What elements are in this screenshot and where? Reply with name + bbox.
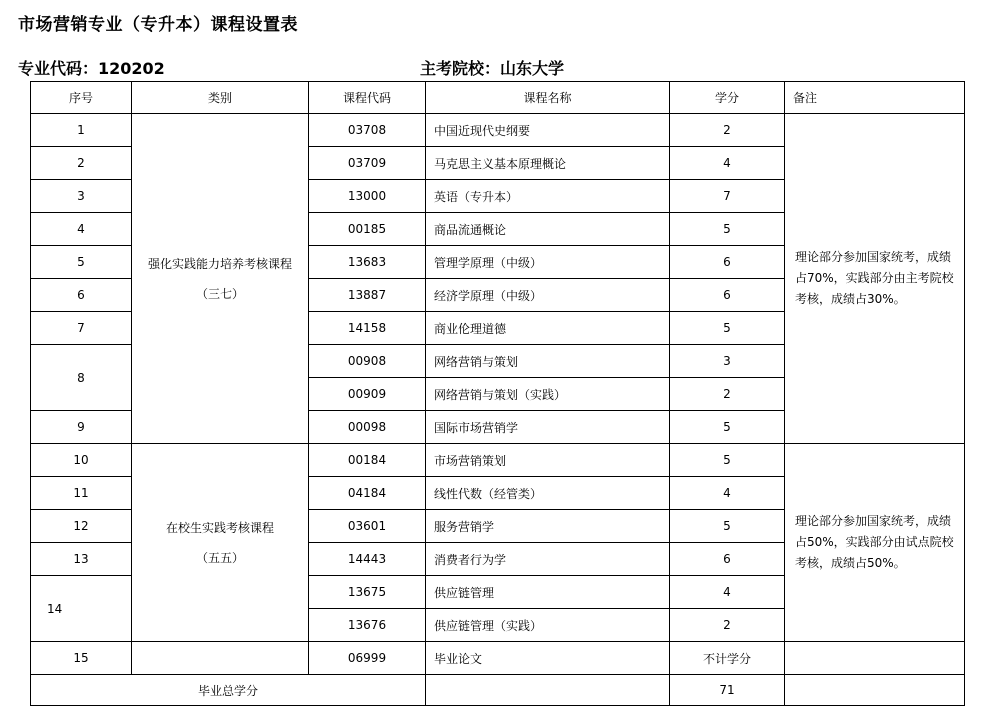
seq-cell: 7 <box>31 312 132 345</box>
credit-cell: 7 <box>670 180 785 213</box>
course-name-cell: 国际市场营销学 <box>426 411 670 444</box>
exam-school: 主考院校：山东大学 <box>420 59 565 78</box>
course-table <box>30 81 965 706</box>
notes-cell <box>785 642 965 675</box>
credit-cell: 4 <box>670 147 785 180</box>
course-code-cell: 13887 <box>309 279 426 312</box>
seq-cell: 13 <box>31 543 132 576</box>
course-code-cell: 00185 <box>309 213 426 246</box>
credit-cell: 5 <box>670 213 785 246</box>
total-row <box>31 675 965 706</box>
category-count: （五五） <box>195 550 244 565</box>
course-name-cell: 中国近现代史纲要 <box>426 114 670 147</box>
course-code-cell: 00184 <box>309 444 426 477</box>
seq-cell: 11 <box>31 477 132 510</box>
seq-cell: 4 <box>31 213 132 246</box>
seq-cell: 14 <box>31 576 132 642</box>
total-credit: 71 <box>670 675 785 706</box>
course-name-cell: 商品流通概论 <box>426 213 670 246</box>
credit-cell: 4 <box>670 576 785 609</box>
course-name-cell: 供应链管理 <box>426 576 670 609</box>
seq-cell: 3 <box>31 180 132 213</box>
table-row <box>31 444 965 477</box>
category-label: 强化实践能力培养考核课程 <box>147 256 292 271</box>
credit-cell: 5 <box>670 411 785 444</box>
table-row <box>31 642 965 675</box>
page-title: 市场营销专业（专升本）课程设置表 <box>18 15 298 35</box>
category-cell <box>132 444 309 642</box>
header-seq: 序号 <box>31 82 132 114</box>
table-row <box>31 114 965 147</box>
credit-cell: 4 <box>670 477 785 510</box>
course-name-cell: 服务营销学 <box>426 510 670 543</box>
header-category: 类别 <box>132 82 309 114</box>
seq-cell: 9 <box>31 411 132 444</box>
seq-cell: 15 <box>31 642 132 675</box>
course-code-cell: 13683 <box>309 246 426 279</box>
course-code-cell: 00908 <box>309 345 426 378</box>
credit-cell: 5 <box>670 312 785 345</box>
header-notes: 备注 <box>785 82 965 114</box>
total-notes-cell <box>785 675 965 706</box>
course-name-cell: 管理学原理（中级） <box>426 246 670 279</box>
course-code-cell: 00098 <box>309 411 426 444</box>
course-name-cell: 供应链管理（实践） <box>426 609 670 642</box>
course-code-cell: 13676 <box>309 609 426 642</box>
notes-cell: 理论部分参加国家统考，成绩占50%，实践部分由试点院校考核，成绩占50%。 <box>785 444 965 642</box>
seq-cell: 12 <box>31 510 132 543</box>
credit-cell: 6 <box>670 246 785 279</box>
course-code-cell: 06999 <box>309 642 426 675</box>
course-code-cell: 13675 <box>309 576 426 609</box>
course-name-cell: 消费者行为学 <box>426 543 670 576</box>
category-count: （三七） <box>195 286 244 301</box>
course-code-cell: 04184 <box>309 477 426 510</box>
credit-cell: 5 <box>670 444 785 477</box>
credit-cell: 6 <box>670 279 785 312</box>
seq-cell: 1 <box>31 114 132 147</box>
course-name-cell: 商业伦理道德 <box>426 312 670 345</box>
header-course-name: 课程名称 <box>426 82 670 114</box>
course-name-cell: 市场营销策划 <box>426 444 670 477</box>
category-cell <box>132 642 309 675</box>
seq-cell: 2 <box>31 147 132 180</box>
course-name-cell: 英语（专升本） <box>426 180 670 213</box>
total-empty-cell <box>426 675 670 706</box>
course-name-cell: 经济学原理（中级） <box>426 279 670 312</box>
credit-cell: 5 <box>670 510 785 543</box>
credit-cell: 2 <box>670 609 785 642</box>
credit-cell: 2 <box>670 378 785 411</box>
course-name-cell: 线性代数（经管类） <box>426 477 670 510</box>
course-name-cell: 毕业论文 <box>426 642 670 675</box>
seq-cell: 5 <box>31 246 132 279</box>
header-course-code: 课程代码 <box>309 82 426 114</box>
seq-cell: 8 <box>31 345 132 411</box>
course-code-cell: 00909 <box>309 378 426 411</box>
course-name-cell: 网络营销与策划（实践） <box>426 378 670 411</box>
course-code-cell: 14443 <box>309 543 426 576</box>
category-cell <box>132 114 309 444</box>
major-code: 专业代码：120202 <box>18 59 165 78</box>
course-code-cell: 03708 <box>309 114 426 147</box>
course-code-cell: 13000 <box>309 180 426 213</box>
course-code-cell: 03601 <box>309 510 426 543</box>
course-name-cell: 马克思主义基本原理概论 <box>426 147 670 180</box>
total-label: 毕业总学分 <box>31 675 426 706</box>
category-label: 在校生实践考核课程 <box>165 520 274 535</box>
course-code-cell: 03709 <box>309 147 426 180</box>
header-credit: 学分 <box>670 82 785 114</box>
notes-cell: 理论部分参加国家统考，成绩占70%，实践部分由主考院校考核，成绩占30%。 <box>785 114 965 444</box>
credit-cell: 6 <box>670 543 785 576</box>
credit-cell: 3 <box>670 345 785 378</box>
seq-cell: 10 <box>31 444 132 477</box>
seq-cell: 6 <box>31 279 132 312</box>
credit-cell: 2 <box>670 114 785 147</box>
credit-cell: 不计学分 <box>670 642 785 675</box>
header-row <box>31 82 965 114</box>
course-name-cell: 网络营销与策划 <box>426 345 670 378</box>
course-code-cell: 14158 <box>309 312 426 345</box>
